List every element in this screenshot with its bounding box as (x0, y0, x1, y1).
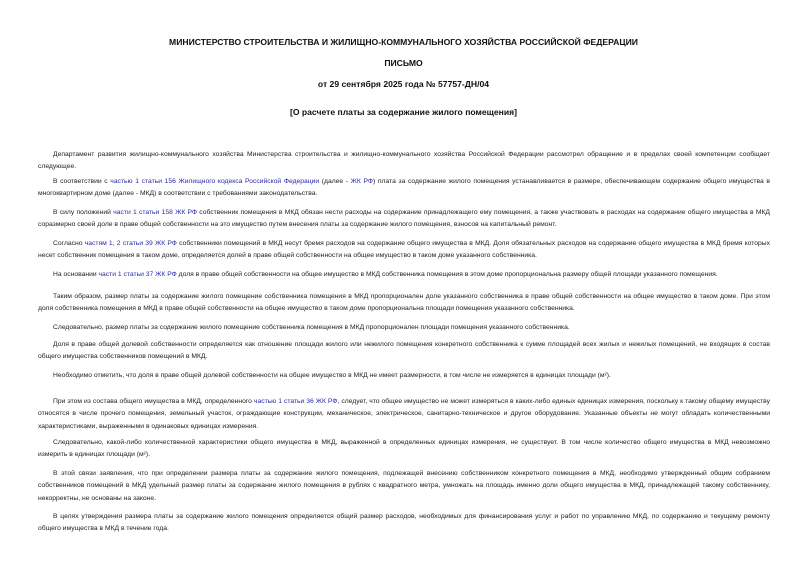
law-link[interactable]: части 1 статьи 158 ЖК РФ (113, 209, 198, 216)
law-link[interactable]: части 1 статьи 37 ЖК РФ (98, 271, 177, 278)
paragraph: В этой связи заявления, что при определении размера платы за содержание жилого помещения, подлежащей внесению собственником конкретного помещения в МКД, необходимо утвержденный общим собранием собственников помещений в МКД удельный размер платы за содержание жилого помещения в рублях с квадратного метра, умножать на площадь именно доли общего имущества в МКД, принадлежащей такому собственнику, некорректны, не основаны на законе. (38, 470, 770, 502)
paragraph-text: ) плата за содержание жилого помещения устанавливается в размере, обеспечивающем содержание общего имущества в многоквартирном доме (далее - МКД) в соответствии с требованиями законодательства. (38, 178, 770, 198)
paragraph (38, 269, 770, 281)
law-link[interactable]: частям 1, 2 статьи 39 ЖК РФ (84, 240, 177, 247)
paragraph-text: При этом из состава общего имущества в МКД, определенного (53, 398, 254, 405)
law-link[interactable]: частью 1 статьи 36 ЖК РФ (253, 398, 338, 405)
paragraph-text: доля в праве общей собственности на общее имущество в МКД собственника помещения в этом доме пропорциональна размеру общей площади указанного помещения. (176, 271, 718, 278)
paragraph-text: , следует, что общее имущество не может измеряться в каких-либо единых единицах измерения, поскольку к такому общему имуществу относятся в числе прочего помещения, земельный участок, ограждающие конструкции, механическое, электрическое, санитарно-техническое и другое оборудование. Указанные объекты не могут обладать количественными характеристиками, выраженными в одинаковых единицах измерения. (38, 398, 770, 430)
law-link[interactable]: ЖК РФ (350, 178, 374, 185)
paragraph-text: На основании (53, 271, 99, 278)
paragraph-text: В соответствии с (53, 178, 111, 185)
paragraph (38, 176, 770, 201)
paragraph: Департамент развития жилищно-коммунального хозяйства Министерства строительства и жилищно-коммунального хозяйства Российской Федерации рассмотрел обращение и в пределах своей компетенции сообщает следующее. (38, 151, 770, 171)
paragraph (38, 238, 770, 263)
paragraph: Следовательно, какой-либо количественной характеристики общего имущества в МКД, выраженной в определенных единицах измерения, не существует. В том числе количество общего имущества в МКД невозможно измерить в единицах площади (м²). (38, 439, 770, 459)
paragraph (38, 207, 770, 232)
law-link[interactable]: частью 1 статьи 156 Жилищного кодекса Российской Федерации (110, 178, 320, 185)
paragraph-text: (далее - (319, 178, 351, 185)
paragraph-text: Согласно (53, 240, 85, 247)
paragraph (38, 396, 770, 433)
paragraph: Необходимо отметить, что доля в праве общей долевой собственности на общее имущество в МКД не имеет размерности, в том числе не измеряется в единицах площади (м²). (53, 372, 611, 379)
paragraph: Следовательно, размер платы за содержание жилого помещение собственника помещения в МКД пропорционален площади помещения указанного собственника. (53, 324, 570, 331)
paragraph: Доля в праве общей долевой собственности определяется как отношение площади жилого или нежилого помещения конкретного собственника к сумме площадей всех жилых и нежилых помещений, не входящих в состав общего имущества собственников помещений в МКД. (38, 341, 770, 361)
document-subject: [О расчете платы за содержание жилого помещения] (289, 107, 518, 117)
paragraph-text: собственники помещений в МКД несут бремя расходов на содержание общего имущества в МКД. Доля обязательных расходов на содержание общего имущества в МКД бремя которых несет собственник помещения в таком доме, определяется долей в праве общей собственности на общее имущество в таком доме указанного собственника. (38, 240, 771, 260)
paragraph-text: собственник помещения в МКД обязан нести расходы на содержание принадлежащего ему помещения, а также участвовать в расходах на содержание общего имущества в МКД соразмерно своей доле в праве общей собственности на это имущество путем внесения платы за содержание жилого помещения, взносов на капитальный ремонт. (38, 209, 770, 229)
paragraph: В целях утверждения размера платы за содержание жилого помещения определяется общий размер расходов, необходимых для финансирования услуг и работ по управлению МКД, по содержанию и текущему ремонту общего имущества в МКД в течение года. (38, 513, 770, 533)
ministry-title: МИНИСТЕРСТВО СТРОИТЕЛЬСТВА И ЖИЛИЩНО-КОММУНАЛЬНОГО ХОЗЯЙСТВА РОССИЙСКОЙ ФЕДЕРАЦИИ (169, 37, 638, 47)
document-type: ПИСЬМО (384, 58, 423, 68)
paragraph-text: В силу положений (53, 209, 114, 216)
document-date-number: от 29 сентября 2025 года № 57757-ДН/04 (317, 79, 490, 89)
paragraph: Таким образом, размер платы за содержание жилого помещение собственника помещения в МКД пропорционален доле указанного собственника в праве общей собственности на общее имущество в таком доме. При этом доля собственника помещения в МКД в праве общей собственности на общее имущество в таком доме пропорциональна площади помещения указанного собственника. (38, 293, 770, 313)
